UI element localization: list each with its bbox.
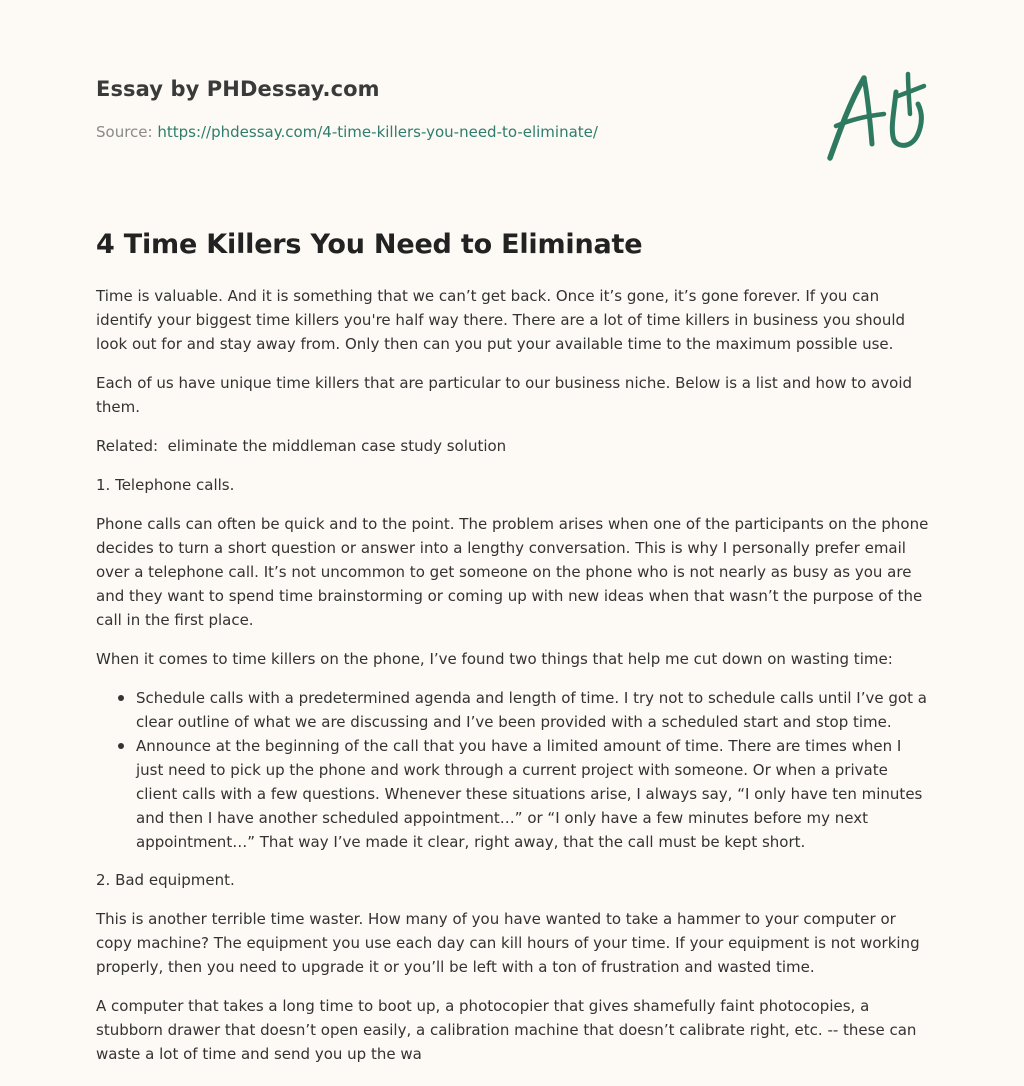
niche-paragraph: Each of us have unique time killers that are particular to our business niche. Below is a list and how to avoid them.: [96, 374, 913, 416]
related-line: [96, 434, 932, 458]
source-link[interactable]: https://phdessay.com/4-time-killers-you-need-to-eliminate/: [157, 123, 598, 141]
list-item-text: Announce at the beginning of the call that you have a limited amount of time. There are times when I just need to pick up the phone and work through a current project with someone. Or when a private client calls with a few questions. Whenever these situations arise, I always say, “I only have ten minutes and then I have another scheduled appointment…” or “I only have a few minutes before my next appointment…” That way I’ve made it clear, right away, that the call must be kept short.: [136, 737, 923, 851]
intro-paragraph: Time is valuable. And it is something that we can’t get back. Once it’s gone, it’s gone forever. If you can identify your biggest time killers you're half way there. There are a lot of time killers in business you should look out for and stay away from. Only then can you put your available time to the maximum possible use.: [96, 287, 906, 353]
page-header: [96, 74, 928, 164]
phone-tips-list: [96, 686, 932, 854]
equipment-paragraph: This is another terrible time waster. How many of you have wanted to take a hammer to your computer or copy machine? The equipment you use each day can kill hours of your time. If your equipment is not working properly, then you need to upgrade it or you’ll be left with a ton of frustration and wasted time.: [96, 910, 920, 976]
brand-title: Essay by PHDessay.com: [96, 77, 380, 101]
article-title: 4 Time Killers You Need to Eliminate: [96, 229, 643, 260]
article: [96, 226, 932, 1081]
section-heading-equipment: 2. Bad equipment.: [96, 871, 235, 889]
phone-tips-intro: When it comes to time killers on the phone, I’ve found two things that help me cut down on wasting time:: [96, 650, 893, 668]
source-label: Source:: [96, 123, 158, 141]
telephone-paragraph: Phone calls can often be quick and to the point. The problem arises when one of the participants on the phone decides to turn a short question or answer into a lengthy conversation. This is why I personally prefer email over a telephone call. It’s not uncommon to get someone on the phone who is not nearly as busy as you are and they want to spend time brainstorming or coming up with new ideas when that wasn’t the purpose of the call in the first place.: [96, 515, 929, 629]
section-heading-telephone: 1. Telephone calls.: [96, 476, 235, 494]
equipment-examples-paragraph: A computer that takes a long time to boot up, a photocopier that gives shamefully faint photocopies, a stubborn drawer that doesn’t open easily, a calibration machine that doesn’t calibrate right, etc. -- these can waste a lot of time and send you up the wa: [96, 997, 917, 1063]
related-label: Related:: [96, 437, 163, 455]
source-line: [96, 122, 598, 142]
bullet-icon: [118, 743, 124, 749]
a-plus-logo-icon: [822, 68, 928, 164]
list-item: [136, 734, 932, 854]
list-item: [136, 686, 932, 734]
bullet-icon: [118, 695, 124, 701]
list-item-text: Schedule calls with a predetermined agenda and length of time. I try not to schedule calls until I’ve got a clear outline of what we are discussing and I’ve been provided with a scheduled start and stop time.: [136, 689, 927, 731]
related-text: eliminate the middleman case study solution: [162, 437, 507, 455]
